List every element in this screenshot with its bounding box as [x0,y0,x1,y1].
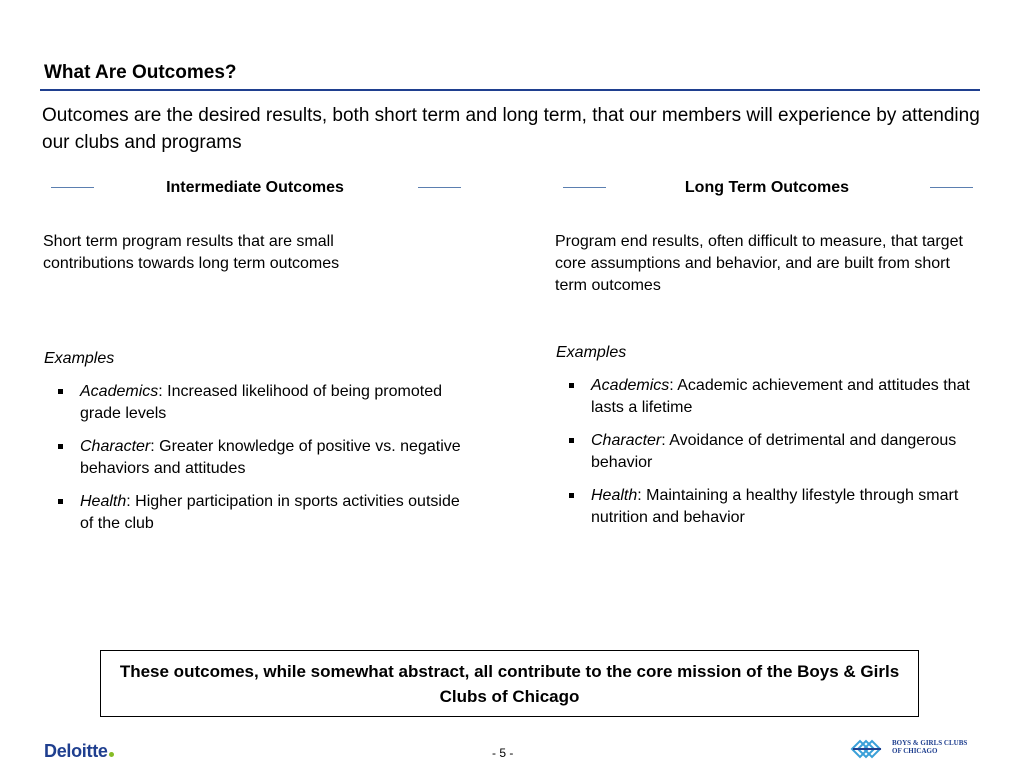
square-bullet-icon [569,493,574,498]
example-text: : Increased likelihood of being promoted grade levels [80,383,442,422]
example-term: Character [591,432,662,449]
right-heading-line-left [563,187,606,188]
example-text: : Higher participation in sports activities outside of the club [80,493,460,532]
intermediate-outcomes-description: Short term program results that are small contributions towards long term outcomes [43,233,340,272]
left-heading-line-left [51,187,94,188]
list-item [567,430,977,474]
page-number: - 5 - [492,746,514,760]
long-term-examples-list [567,375,977,540]
square-bullet-icon [569,438,574,443]
intermediate-examples-label: Examples [44,350,115,367]
example-text: : Greater knowledge of positive vs. negative behaviors and attitudes [80,438,461,477]
list-item [56,381,476,425]
mission-callout-text: These outcomes, while somewhat abstract, all contribute to the core mission of the Boys & Girls Clubs of Chicago [119,661,900,706]
intermediate-outcomes-heading: Intermediate Outcomes [166,179,344,196]
long-term-examples-label: Examples [556,344,627,361]
bgc-logo-line2: OF CHICAGO [892,747,938,755]
deloitte-logo [44,741,114,762]
boys-girls-clubs-logo [850,735,980,761]
long-term-outcomes-description: Program end results, often difficult to measure, that target core assumptions and behavior, and are built from short term outcomes [555,233,963,294]
deloitte-dot-icon [109,752,114,757]
example-term: Health [80,493,127,510]
example-term: Academics [80,383,159,400]
square-bullet-icon [58,499,63,504]
example-term: Character [80,438,151,455]
left-heading-line-right [418,187,461,188]
mission-callout-box [100,650,919,717]
right-heading-line-right [930,187,973,188]
list-item [567,375,977,419]
bgc-emblem-icon [850,735,884,761]
list-item [56,436,476,480]
example-term: Health [591,487,638,504]
intro-text: Outcomes are the desired results, both short term and long term, that our members will experience by attending our clubs and programs [42,105,980,153]
example-text: : Academic achievement and attitudes that lasts a lifetime [591,377,970,416]
bgc-logo-line1: BOYS & GIRLS CLUBS [892,739,968,747]
list-item [56,491,476,535]
page-title: What Are Outcomes? [44,62,237,83]
example-text: : Avoidance of detrimental and dangerous behavior [591,432,957,471]
list-item [567,485,977,529]
bgc-logo-text [892,739,967,755]
title-divider [40,89,980,91]
long-term-outcomes-heading: Long Term Outcomes [684,179,850,196]
example-text: : Maintaining a healthy lifestyle through smart nutrition and behavior [591,487,959,526]
example-term: Academics [591,377,670,394]
square-bullet-icon [58,444,63,449]
square-bullet-icon [569,383,574,388]
square-bullet-icon [58,389,63,394]
intermediate-examples-list [56,381,476,546]
deloitte-logo-text: Deloitte [44,741,108,761]
